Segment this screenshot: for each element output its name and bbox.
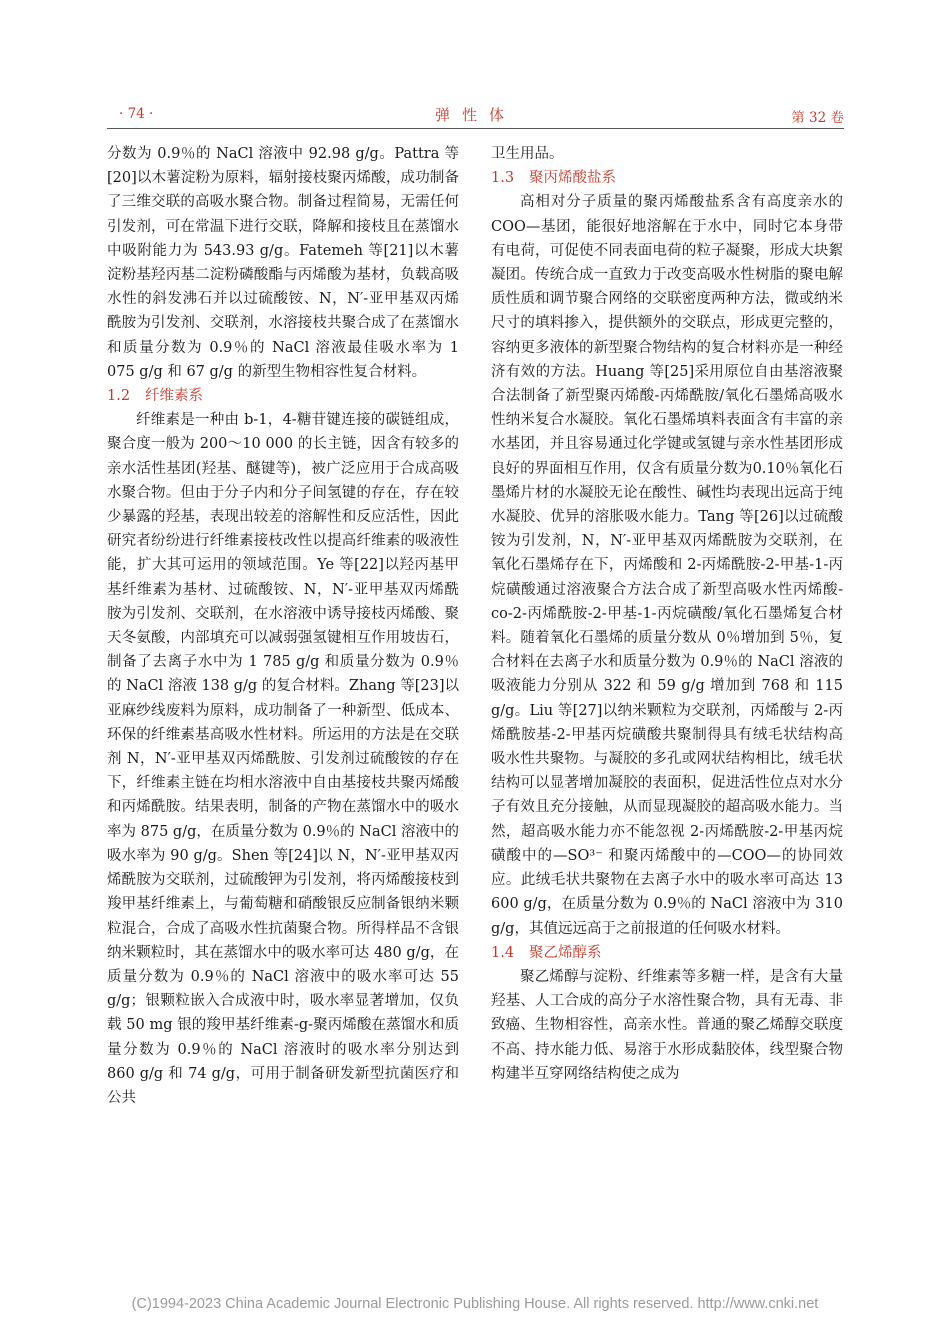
paragraph: 分数为 0.9％的 NaCl 溶液中 92.98 g/g。Pattra 等[20]以木薯淀粉为原料，辐射接枝聚丙烯酸，成功制备了三维交联的高吸水聚合物。制备过程简易，无需任何引发剂，可在常温下进行交联，降解和接枝且在蒸馏水中吸附能力为 543.93 g/g。Fatemeh 等[21]以木薯淀粉基羟丙基二淀粉磷酸酯与丙烯酸为基材，负载高吸水性的斜发沸石并以过硫酸铵、N，N′-亚甲基双丙烯酰胺为引发剂、交联剂，水溶接枝共聚合成了在蒸馏水和质量分数为 0.9％的 NaCl 溶液最佳吸水率为 1 075 g/g 和 67 g/g 的新型生物相容性复合材料。 xyxy=(107,146,459,380)
section-number: 1.2 xyxy=(107,388,131,405)
section-number: 1.3 xyxy=(491,170,515,187)
left-column xyxy=(107,142,459,1110)
page-number: · 74 · xyxy=(119,106,154,122)
copyright-footer: (C)1994-2023 China Academic Journal Electronic Publishing House. All rights reserved. http://www.cnki.net xyxy=(131,1296,819,1312)
section-number: 1.4 xyxy=(491,944,515,961)
header-rule xyxy=(107,128,844,129)
paragraph: 卫生用品。 xyxy=(491,146,564,162)
paragraph: 高相对分子质量的聚丙烯酸盐系含有高度亲水的 COO—基团，能很好地溶解在于水中，同时它本身带有电荷，可促使不同表面电荷的粒子凝聚，形成大块絮凝团。传统合成一直致力于改变高吸水性树脂的聚电解质性质和调节聚合网络的交联密度两种方法，微或纳米尺寸的填料掺入，提供额外的交联点，形成更完整的，容纳更多液体的新型聚合物结构的复合材料亦是一种经济有效的方法。Huang 等[25]采用原位自由基溶液聚合法制备了新型聚丙烯酸-丙烯酰胺/氧化石墨烯高吸水性纳米复合水凝胶。氧化石墨烯填料表面含有丰富的亲水基团，并且容易通过化学键或氢键与亲水性基团形成良好的界面相互作用，仅含有质量分数为0.10％氧化石墨烯片材的水凝胶无论在酸性、碱性均表现出远高于纯水凝胶、优异的溶胀吸水能力。Tang 等[26]以过硫酸铵为引发剂，N，N′-亚甲基双丙烯酰胺为交联剂，在氧化石墨烯存在下，丙烯酸和 2-丙烯酰胺-2-甲基-1-丙烷磺酸通过溶液聚合方法合成了新型高吸水性丙烯酸-co-2-丙烯酰胺-2-甲基-1-丙烷磺酸/氧化石墨烯复合材料。随着氧化石墨烯的质量分数从 0％增加到 5％，复合材料在去离子水和质量分数为 0.9％的 NaCl 溶液的吸液能力分别从 322 和 59 g/g 增加到 768 和 115 g/g。Liu 等[27]以纳米颗粒为交联剂，丙烯酸与 2-丙烯酰胺基-2-甲基丙烷磺酸共聚制得具有绒毛状结构高吸水性共聚物。与凝胶的多孔或网状结构相比，绒毛状结构可以显著增加凝胶的表面积，促进活性位点对水分子有效且充分接触，从而显现凝胶的超高吸水能力。当然，超高吸水能力亦不能忽视 2-丙烯酰胺-2-甲基丙烷磺酸中的—SO³⁻ 和聚丙烯酸中的—COO—的协同效应。此绒毛状共聚物在去离子水中的吸水率可高达 13 600 g/g，在质量分数为 0.9％的 NaCl 溶液中为 310 g/g，其值远远高于之前报道的任何吸水材料。 xyxy=(491,194,843,937)
paragraph: 纤维素是一种由 b-1，4-糖苷键连接的碳链组成，聚合度一般为 200～10 000 的长主链，因含有较多的亲水活性基团(羟基、醚键等)，被广泛应用于合成高吸水聚合物。但由于分子内和分子间氢键的存在，存在较少暴露的羟基，表现出较差的溶解性和反应活性，因此研究者纷纷进行纤维素接枝改性以提高纤维素的吸液性能，扩大其可运用的领域范围。Ye 等[22]以羟丙基甲基纤维素为基材、过硫酸铵、N，N′-亚甲基双丙烯酰胺为引发剂、交联剂，在水溶液中诱导接枝丙烯酸、聚天冬氨酸，内部填充可以减弱强氢键相互作用坡齿石，制备了去离子水中为 1 785 g/g 和质量分数为 0.9％的 NaCl 溶液 138 g/g 的复合材料。Zhang 等[23]以亚麻纱线废料为原料，成功制备了一种新型、低成本、环保的纤维素基高吸水性材料。所运用的方法是在交联剂 N，N′-亚甲基双丙烯酰胺、引发剂过硫酸铵的存在下，纤维素主链在均相水溶液中自由基接枝共聚丙烯酸和丙烯酰胺。结果表明，制备的产物在蒸馏水中的吸水率为 875 g/g，在质量分数为 0.9％的 NaCl 溶液中的吸水率为 90 g/g。Shen 等[24]以 N，N′-亚甲基双丙烯酰胺为交联剂，过硫酸钾为引发剂，将丙烯酸接枝到羧甲基纤维素上，与葡萄糖和硝酸银反应制备银纳米颗粒混合，合成了高吸水性抗菌聚合物。所得样品不含银纳米颗粒时，其在蒸馏水中的吸水率可达 480 g/g，在质量分数为 0.9％的 NaCl 溶液中的吸水率可达 55 g/g；银颗粒嵌入合成液中时，吸水率显著增加，仅负载 50 mg 银的羧甲基纤维素-g-聚丙烯酸在蒸馏水和质量分数为 0.9％的 NaCl 溶液时的吸水率分别达到 860 g/g 和 74 g/g，可用于制备研发新型抗菌医疗和公共 xyxy=(107,412,459,1106)
section-title: 纤维素系 xyxy=(145,388,203,405)
section-title: 聚乙烯醇系 xyxy=(529,944,602,961)
section-heading-1-4 xyxy=(491,941,843,965)
volume-label: 第 32 卷 xyxy=(791,110,844,126)
section-title: 聚丙烯酸盐系 xyxy=(529,170,616,187)
section-heading-1-3 xyxy=(491,166,843,190)
paragraph: 聚乙烯醇与淀粉、纤维素等多糖一样，是含有大量羟基、人工合成的高分子水溶性聚合物，具有无毒、非致癌、生物相容性，高亲水性。普通的聚乙烯醇交联度不高、持水能力低、易溶于水形成黏胶体，线型聚合物构建半互穿网络结构使之成为 xyxy=(491,968,843,1082)
section-heading-1-2 xyxy=(107,384,459,408)
journal-title: 弹性体 xyxy=(434,106,516,124)
right-column xyxy=(491,142,843,1086)
running-header xyxy=(107,104,844,126)
